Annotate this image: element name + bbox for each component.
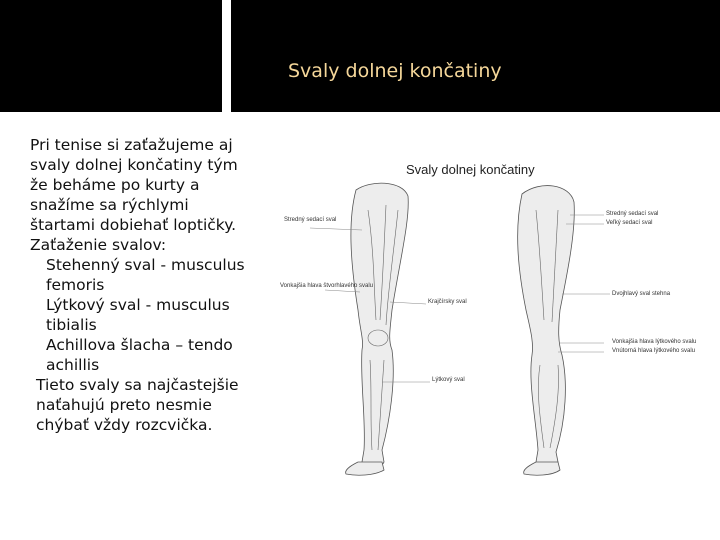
label-gluteus-medius-back: Stredný sedací sval bbox=[606, 211, 659, 217]
figure-title: Svaly dolnej končatiny bbox=[406, 162, 535, 177]
title-band-right bbox=[231, 0, 720, 112]
body-item-achilles: Achillova šlacha – tendo achillis bbox=[46, 336, 233, 374]
label-vastus-lateralis: Vonkajšia hlava štvorhlavého svalu bbox=[280, 283, 374, 289]
slide-body bbox=[30, 135, 245, 435]
label-gastrocnemius: Lýtkový sval bbox=[432, 377, 465, 383]
body-paragraph-warmup: Tieto svaly sa najčastejšie naťahujú preto nesmie chýbať vždy rozcvička. bbox=[36, 376, 239, 434]
body-paragraph-load: Zaťaženie svalov: bbox=[30, 236, 167, 254]
label-gluteus-maximus: Veľký sedací sval bbox=[606, 220, 653, 226]
body-paragraph-intro: Pri tenise si zaťažujeme aj svaly dolnej končatiny tým že beháme po kurty a snažíme sa rýchlymi štartami dobiehať loptičky. bbox=[30, 136, 238, 234]
leg-muscles-illustration bbox=[270, 150, 720, 480]
label-medial-gastrocnemius: Vnútorná hlava lýtkového svalu bbox=[612, 348, 696, 354]
title-band-left bbox=[0, 0, 222, 112]
label-lateral-gastrocnemius: Vonkajšia hlava lýtkového svalu bbox=[612, 339, 697, 345]
label-gluteus-medius-front: Stredný sedací sval bbox=[284, 217, 337, 223]
label-sartorius: Krajčírsky sval bbox=[428, 299, 467, 305]
slide-title: Svaly dolnej končatiny bbox=[288, 60, 502, 82]
body-item-femoris: Stehenný sval - musculus femoris bbox=[46, 256, 245, 294]
label-biceps-femoris: Dvojhlavý sval stehna bbox=[612, 291, 671, 297]
body-item-tibialis: Lýtkový sval - musculus tibialis bbox=[46, 296, 230, 334]
